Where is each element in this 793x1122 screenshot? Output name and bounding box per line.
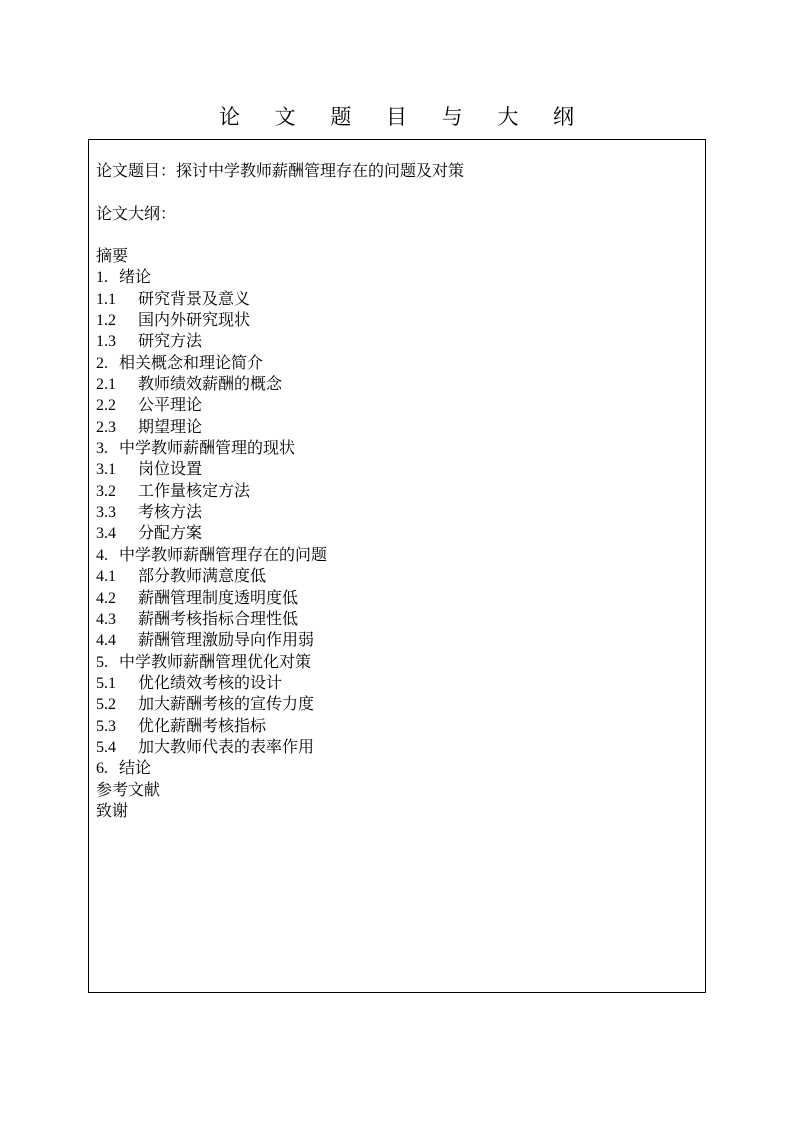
outline-item [96,437,327,458]
outline-item-text: 研究方法 [138,331,203,351]
outline-item-text: 加大教师代表的表率作用 [138,736,315,756]
outline-item-text: 研究背景及意义 [138,288,251,308]
outline-item-number: 2.1 [96,376,116,394]
outline-item-number: 5.1 [96,674,116,692]
outline-item-number: 3. [96,440,108,458]
outline-item-number: 1.1 [96,290,116,308]
outline-item-number: 4.4 [96,632,116,650]
outline-item-number: 4.3 [96,610,116,628]
outline-item [96,480,327,501]
outline-item-number: 1.3 [96,333,116,351]
outline-list [96,245,327,821]
outline-item [96,800,327,821]
outline-item-text: 中学教师薪酬管理优化对策 [119,651,312,671]
outline-item [96,608,327,629]
outline-item [96,629,327,650]
outline-item-text: 结论 [119,758,152,778]
outline-item [96,565,327,586]
outline-item-text: 薪酬考核指标合理性低 [138,608,299,628]
outline-item [96,544,327,565]
outline-item-number: 4.1 [96,568,116,586]
outline-item [96,715,327,736]
outline-item-text: 期望理论 [138,416,203,436]
outline-item [96,373,327,394]
outline-item [96,330,327,351]
outline-item-text: 相关概念和理论简介 [119,352,264,372]
outline-item-number: 1.2 [96,312,116,330]
outline-item-number: 2. [96,354,108,372]
outline-item-number: 3.4 [96,525,116,543]
outline-item [96,672,327,693]
outline-item-text: 薪酬管理激励导向作用弱 [138,630,315,650]
outline-item [96,458,327,479]
outline-item-text: 致谢 [96,800,129,820]
thesis-title: 论文题目：探讨中学教师薪酬管理存在的问题及对策 [96,161,465,180]
outline-item-number: 1. [96,269,108,287]
outline-item [96,757,327,778]
outline-item-text: 薪酬管理制度透明度低 [138,587,299,607]
outline-item-text: 公平理论 [138,395,203,415]
outline-item-number: 4.2 [96,589,116,607]
outline-item-number: 3.1 [96,461,116,479]
outline-item [96,416,327,437]
outline-item-number: 6. [96,760,108,778]
outline-item-number: 2.2 [96,397,116,415]
outline-item [96,309,327,330]
outline-frame [88,139,706,993]
page-title: 论 文 题 目 与 大 纲 [218,105,589,129]
outline-item [96,266,327,287]
outline-item [96,352,327,373]
outline-item-text: 考核方法 [138,502,203,522]
outline-item-text: 中学教师薪酬管理的现状 [119,438,296,458]
outline-item [96,522,327,543]
outline-item-text: 教师绩效薪酬的概念 [138,374,283,394]
outline-item [96,394,327,415]
outline-item [96,736,327,757]
outline-item [96,651,327,672]
outline-item [96,501,327,522]
outline-label: 论文大纲： [96,204,177,223]
outline-item-text: 加大薪酬考核的宣传力度 [138,694,315,714]
outline-item-text: 绪论 [119,267,152,287]
outline-item-number: 3.3 [96,504,116,522]
outline-item-number: 5. [96,653,108,671]
outline-item-text: 岗位设置 [138,459,203,479]
outline-item-text: 国内外研究现状 [138,310,251,330]
outline-item [96,288,327,309]
outline-item-text: 分配方案 [138,523,203,543]
outline-item-number: 3.2 [96,482,116,500]
outline-item-text: 参考文献 [96,779,161,799]
outline-item-text: 部分教师满意度低 [138,566,267,586]
outline-item-number: 5.4 [96,738,116,756]
outline-item-text: 摘要 [96,246,129,265]
outline-item-text: 工作量核定方法 [138,480,251,500]
outline-item-number: 5.2 [96,696,116,714]
outline-item-number: 2.3 [96,418,116,436]
outline-item [96,779,327,800]
outline-item [96,587,327,608]
outline-item-text: 优化绩效考核的设计 [138,672,283,692]
outline-item [96,245,327,266]
outline-item-text: 优化薪酬考核指标 [138,715,267,735]
outline-item-number: 4. [96,546,108,564]
outline-item-text: 中学教师薪酬管理存在的问题 [119,544,328,564]
outline-item-number: 5.3 [96,717,116,735]
outline-item [96,693,327,714]
